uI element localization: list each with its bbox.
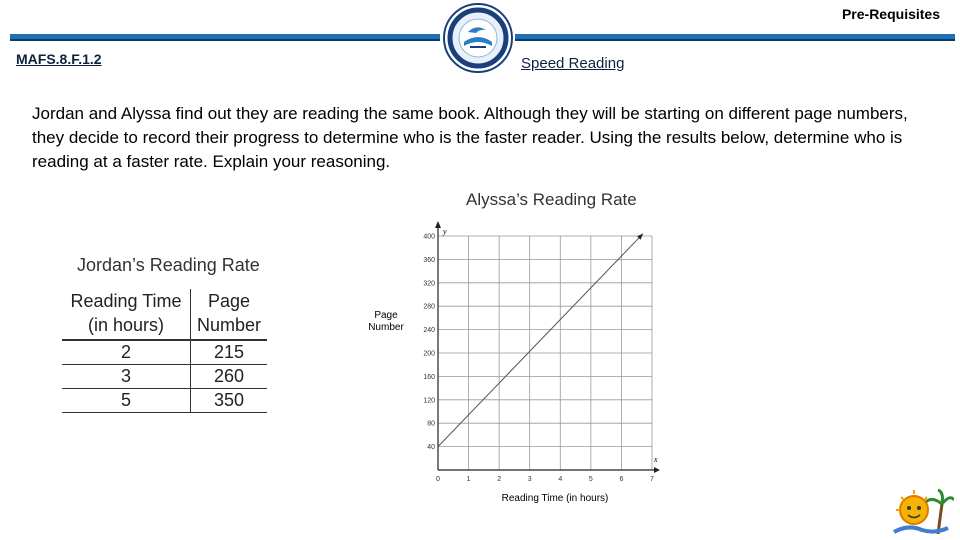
x-tick-label: 7 [650,476,654,483]
table-cell: 215 [191,340,268,365]
standard-code[interactable]: MAFS.8.F.1.2 [16,51,102,67]
column-header-time: Reading Time (in hours) [62,289,191,340]
x-axis-arrow [654,467,660,473]
x-tick-label: 0 [436,476,440,483]
alyssa-line-graph [360,218,660,508]
table-cell: 2 [62,340,191,365]
y-tick-label: 80 [427,420,435,428]
chart-grid [438,236,652,470]
jordan-table-title: Jordan’s Reading Rate [77,255,260,275]
table-row [62,340,267,365]
y-tick-label: 40 [427,444,435,452]
header-bar-right [515,34,955,41]
y-tick-label: 200 [423,350,435,358]
y-axis-letter: y [443,227,447,236]
y-tick-label: 400 [423,233,435,241]
y-tick-label: 280 [423,303,435,311]
y-tick-label: 360 [423,256,435,264]
school-district-seal-icon [442,2,514,74]
y-axis-label: Number [368,322,404,333]
x-tick-label: 6 [619,476,624,483]
table-row [62,365,267,389]
table-cell: 350 [191,389,268,413]
table-cell: 260 [191,365,268,389]
x-tick-label: 1 [466,476,471,483]
table-row [62,389,267,413]
column-header-page: Page Number [197,291,262,335]
table-cell: 3 [62,365,191,389]
corner-label: Pre-Requisites [841,6,940,22]
x-tick-label: 4 [558,476,563,483]
y-axis-label: Page [374,310,398,321]
chart-ticks [423,234,654,484]
jordan-reading-table [62,289,267,413]
chart-title: Alyssa’s Reading Rate [466,190,637,209]
y-axis-arrow [435,221,441,228]
y-tick-label: 160 [423,373,435,381]
y-tick-label: 320 [423,280,435,288]
problem-text: Jordan and Alyssa find out they are reading the same book. Although they will be starting on different page numbers, they decide to record their progress to determine who is the faster reader. Using the results below, determine who is reading at a faster rate. Explain your reasoning. [32,104,908,171]
sun-palm-mascot-icon [888,488,954,536]
x-tick-label: 3 [527,476,532,483]
x-axis-letter: x [654,455,658,464]
header-bar-left [10,34,440,41]
x-tick-label: 5 [588,476,593,483]
y-tick-label: 240 [423,327,435,335]
table-cell: 5 [62,389,191,413]
y-tick-label: 120 [423,397,435,405]
x-tick-label: 2 [497,476,502,483]
x-axis-label: Reading Time (in hours) [501,493,609,504]
table-header-row [62,289,267,340]
lesson-title-link[interactable]: Speed Reading [521,55,625,72]
